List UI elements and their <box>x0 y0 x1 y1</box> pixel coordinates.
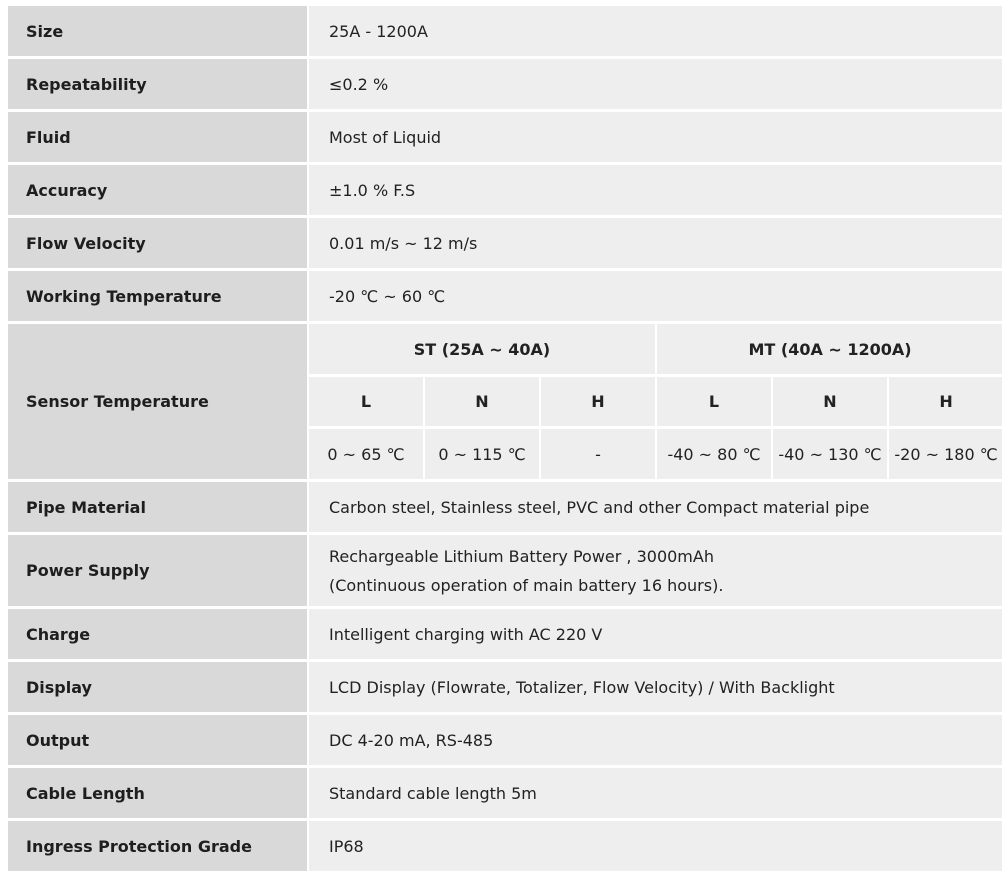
sensor-level-value: -20 ~ 180 ℃ <box>889 429 1002 479</box>
spec-label: Accuracy <box>8 165 307 215</box>
spec-row-power-supply <box>8 535 1002 606</box>
spec-label: Power Supply <box>8 535 307 606</box>
sensor-level-label: L <box>657 377 771 426</box>
spec-value: 25A - 1200A <box>309 6 1002 56</box>
spec-label: Sensor Temperature <box>8 324 307 479</box>
spec-label: Pipe Material <box>8 482 307 532</box>
sensor-group-mt-header: MT (40A ~ 1200A) <box>657 324 1002 374</box>
spec-label: Fluid <box>8 112 307 162</box>
spec-value: DC 4-20 mA, RS-485 <box>309 715 1002 765</box>
sensor-level-label: H <box>889 377 1002 426</box>
sensor-level-value: -40 ~ 80 ℃ <box>657 429 771 479</box>
sensor-level-label: N <box>425 377 539 426</box>
spec-label: Repeatability <box>8 59 307 109</box>
spec-label: Flow Velocity <box>8 218 307 268</box>
spec-row-size <box>8 6 1002 56</box>
spec-label: Charge <box>8 609 307 659</box>
spec-row-display <box>8 662 1002 712</box>
spec-value: LCD Display (Flowrate, Totalizer, Flow Velocity) / With Backlight <box>309 662 1002 712</box>
sensor-level-label: H <box>541 377 655 426</box>
spec-value: -20 ℃ ~ 60 ℃ <box>309 271 1002 321</box>
spec-value: 0.01 m/s ~ 12 m/s <box>309 218 1002 268</box>
sensor-level-value: 0 ~ 65 ℃ <box>309 429 423 479</box>
spec-label: Ingress Protection Grade <box>8 821 307 871</box>
spec-row-charge <box>8 609 1002 659</box>
spec-label: Cable Length <box>8 768 307 818</box>
spec-value: IP68 <box>309 821 1002 871</box>
spec-row-working-temperature <box>8 271 1002 321</box>
spec-table <box>6 3 1002 874</box>
spec-row-flow-velocity <box>8 218 1002 268</box>
spec-label: Size <box>8 6 307 56</box>
spec-value: ≤0.2 % <box>309 59 1002 109</box>
sensor-level-label: L <box>309 377 423 426</box>
spec-row-accuracy <box>8 165 1002 215</box>
spec-row-repeatability <box>8 59 1002 109</box>
spec-row-pipe-material <box>8 482 1002 532</box>
spec-value: Most of Liquid <box>309 112 1002 162</box>
sensor-level-value: - <box>541 429 655 479</box>
spec-label: Working Temperature <box>8 271 307 321</box>
spec-label: Display <box>8 662 307 712</box>
spec-row-output <box>8 715 1002 765</box>
spec-row-ingress-protection <box>8 821 1002 871</box>
spec-row-sensor-temperature <box>8 324 1002 374</box>
sensor-group-st-header: ST (25A ~ 40A) <box>309 324 655 374</box>
power-supply-line-1: Rechargeable Lithium Battery Power , 3000mAh <box>329 546 714 566</box>
spec-value: ±1.0 % F.S <box>309 165 1002 215</box>
spec-label: Output <box>8 715 307 765</box>
spec-row-fluid <box>8 112 1002 162</box>
spec-row-cable-length <box>8 768 1002 818</box>
spec-value: Intelligent charging with AC 220 V <box>309 609 1002 659</box>
sensor-level-value: 0 ~ 115 ℃ <box>425 429 539 479</box>
power-supply-line-2: (Continuous operation of main battery 16 hours). <box>329 575 724 595</box>
spec-value <box>309 535 1002 606</box>
sensor-level-value: -40 ~ 130 ℃ <box>773 429 887 479</box>
sensor-level-label: N <box>773 377 887 426</box>
spec-value: Standard cable length 5m <box>309 768 1002 818</box>
spec-value: Carbon steel, Stainless steel, PVC and other Compact material pipe <box>309 482 1002 532</box>
